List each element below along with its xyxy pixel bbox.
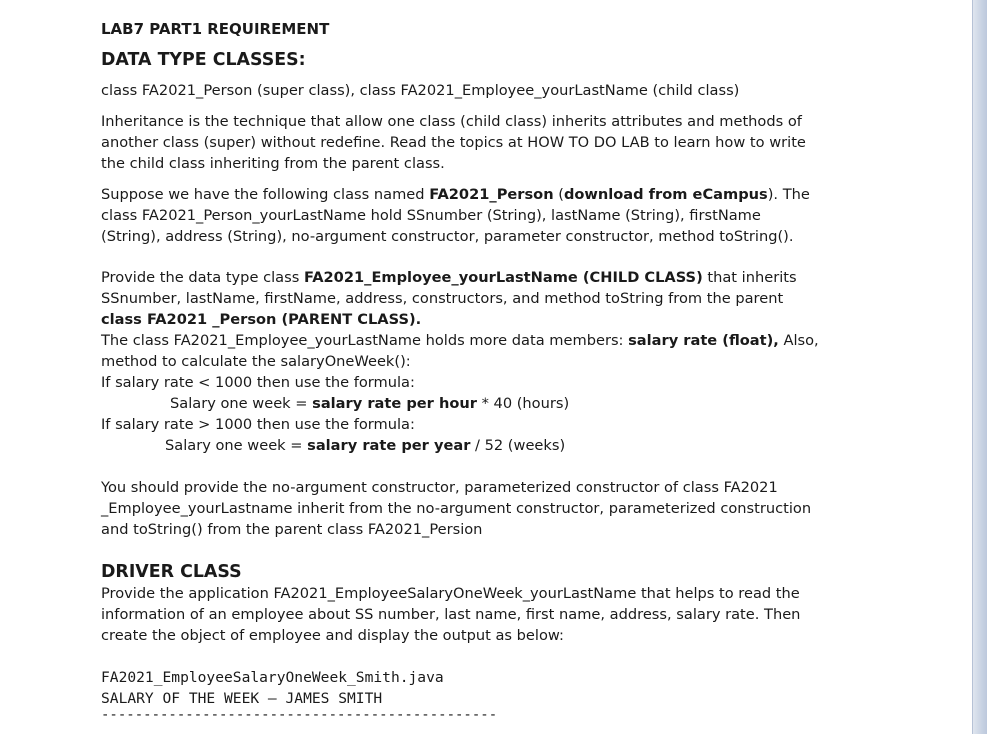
provide-paragraph — [101, 267, 821, 330]
suppose-text-2: ( — [553, 186, 564, 203]
driver-paragraph: Provide the application FA2021_EmployeeSalaryOneWeek_yourLastName that helps to read the information of an employee about SS number, last name, first name, address, salary rate. Then create the object of employee and display the output as below: — [101, 585, 801, 644]
rule-2: If salary rate > 1000 then use the formula: — [101, 416, 415, 433]
classes-line: class FA2021_Person (super class), class FA2021_Employee_yourLastName (child class) — [101, 82, 740, 99]
suppose-paragraph — [101, 184, 821, 247]
suppose-bold-download: download from eCampus — [563, 186, 768, 203]
holds-paragraph — [101, 330, 821, 372]
driver-class-heading: DRIVER CLASS — [101, 562, 242, 582]
formula-1-text-1: Salary one week = — [170, 395, 313, 412]
provide-text-1: Provide the data type class — [101, 269, 304, 286]
suppose-text-3: ). The class FA2021_Person_yourLastName hold SSnumber (String), lastName (String), firstName (String), address (String), no-argument constructor, parameter constructor, method toString(). — [101, 186, 810, 245]
document-body — [101, 19, 821, 721]
formula-2-bold: salary rate per year — [307, 437, 471, 454]
provide-bold-child: FA2021_Employee_yourLastName (CHILD CLASS) — [303, 269, 703, 286]
suppose-bold-class: FA2021_Person — [429, 186, 554, 203]
formula-1 — [101, 393, 821, 414]
holds-text-1: The class FA2021_Employee_yourLastName holds more data members: — [101, 332, 629, 349]
formula-2-text-2: / 52 (weeks) — [470, 437, 566, 454]
suppose-text-1: Suppose we have the following class named — [101, 186, 430, 203]
rule-1: If salary rate < 1000 then use the formula: — [101, 374, 415, 391]
inheritance-paragraph: Inheritance is the technique that allow one class (child class) inherits attributes and methods of another class (super) without redefine. Read the topics at HOW TO DO LAB to learn how to write the child class inheriting from the parent class. — [101, 113, 806, 172]
formula-2 — [101, 435, 821, 456]
data-type-classes-heading: DATA TYPE CLASSES: — [101, 50, 306, 70]
holds-bold-salary: salary rate (float), — [628, 332, 779, 349]
formula-2-text-1: Salary one week = — [165, 437, 308, 454]
provide-bold-parent: class FA2021 _Person (PARENT CLASS). — [101, 311, 422, 328]
output-file-name: FA2021_EmployeeSalaryOneWeek_Smith.java — [101, 669, 444, 686]
output-header: SALARY OF THE WEEK – JAMES SMITH — [101, 690, 383, 707]
formula-1-text-2: * 40 (hours) — [476, 395, 570, 412]
output-rule: ----------------------------------------------- — [101, 709, 498, 721]
provide-text-2: that inherits SSnumber, lastName, firstName, address, constructors, and method toString from the parent — [101, 269, 797, 307]
holds-text-2: Also, method to calculate the salaryOneWeek(): — [101, 332, 819, 370]
formula-1-bold: salary rate per hour — [312, 395, 477, 412]
document-title: LAB7 PART1 REQUIREMENT — [101, 20, 330, 38]
constructors-paragraph: You should provide the no-argument constructor, parameterized constructor of class FA2021 _Employee_yourLastname inherit from the no-argument constructor, parameterized construction and toString() from the parent class FA2021_Persion — [101, 479, 812, 538]
vertical-scrollbar[interactable] — [972, 0, 987, 734]
